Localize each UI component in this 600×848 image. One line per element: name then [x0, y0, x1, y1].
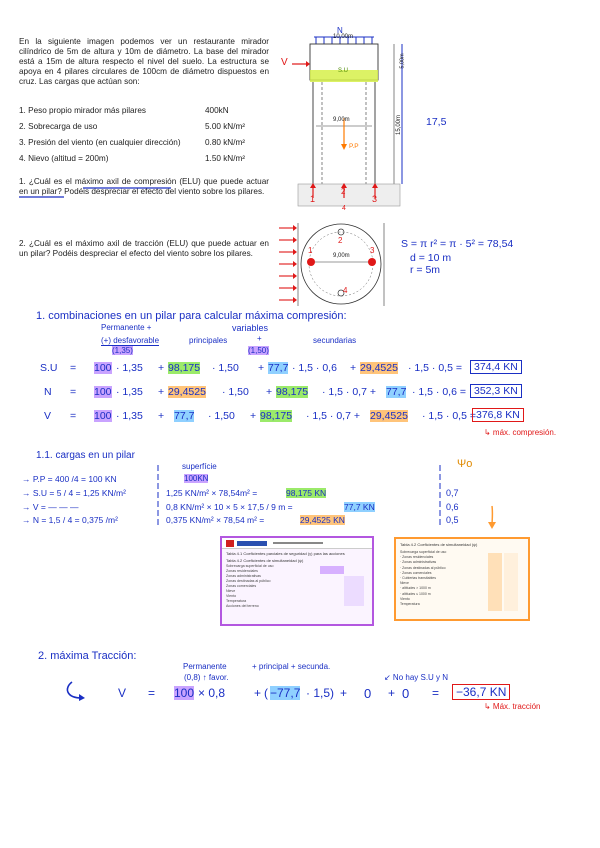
table-row: Sobrecarga superficial de uso: [226, 564, 274, 568]
sec2-head-favourable: (0,8) ↑ favor.: [184, 673, 229, 682]
sec1-factor-permanent: (1,35): [112, 346, 133, 355]
table-row: · Zonas residenciales: [400, 555, 434, 560]
table-row: Zonas destinadas al público: [226, 579, 271, 583]
diagram-pp-label: P.P: [349, 143, 359, 150]
traction-plus: +: [340, 686, 348, 700]
load-row-psi-su: 0,7: [446, 488, 459, 498]
diagram-height: 15,00m: [396, 114, 403, 136]
table-heading: Tabla 4.2 Coeficientes de simultaneidad (ψ): [400, 542, 478, 547]
traction-wind-value: −77,7: [270, 686, 301, 700]
load-row-su-result: 98,175 KN: [286, 488, 327, 498]
load-row-v: → V = — — —: [22, 502, 79, 512]
load-row-v-result: 77,7 KN: [344, 502, 375, 512]
row-equals: =: [70, 362, 77, 374]
sec2-head-rest: + principal + secunda.: [252, 662, 331, 671]
table-row: Zonas administrativas: [226, 574, 261, 578]
row-equals: =: [70, 386, 77, 398]
plan-node-3: 3: [370, 246, 375, 255]
table-row: · altitudes > 1000 m: [400, 586, 431, 591]
row-permanent-factor: · 1,35: [116, 386, 143, 398]
plan-node-4: 4: [343, 286, 348, 295]
traction-zero: 0: [402, 686, 410, 701]
row-secondary-value: 77,7: [268, 362, 289, 374]
row-equals: =: [70, 410, 77, 422]
row-secondary-factor: · 1,5 · 0,7 +: [322, 386, 376, 398]
row-secondary2-value: 77,7: [386, 386, 407, 398]
combination-row: [40, 362, 560, 378]
reference-table-gamma: [220, 536, 374, 626]
row-plus: +: [158, 362, 165, 374]
intro-paragraph: En la siguiente imagen podemos ver un restaurante mirador cilíndrico de 5m de altura y 10m de diámetro. La base del mirador está a 15m de altura respecto el nivel del suelo. La estructura se apoya en 4 pilares circulares de 100cm de diámetro dispuestos en cruz. Las cargas que actúan son:: [19, 37, 269, 86]
sec2-head-note: ↙ No hay S.U y N: [384, 673, 449, 682]
row-principal-factor: · 1,50: [212, 362, 239, 374]
reference-table-psi: [394, 537, 530, 621]
plan-node-1: 1: [308, 246, 313, 255]
support-label-4: 4: [342, 205, 346, 212]
traction-row: [118, 686, 538, 704]
logo-icon: [226, 540, 234, 547]
row-label: N: [44, 386, 52, 398]
load-row-n-result: 29,4525 KN: [300, 515, 345, 525]
table-row: Nieve: [226, 589, 236, 593]
load-item: 4. Nievo (altitud = 200m) 1.50 kN/m²: [19, 154, 246, 163]
row-secondary2-factor: · 1,5 · 0,6 =: [412, 386, 466, 398]
table-row: · Zonas destinadas al público: [400, 565, 446, 570]
plan-diagram: [276, 220, 396, 308]
diagram-height-handwritten: 17,5: [426, 116, 447, 128]
traction-zero: 0: [364, 686, 372, 701]
load-row-psi-v: 0,6: [446, 502, 459, 512]
row-label: S.U: [40, 362, 58, 374]
max-traction-note: ↳ Máx. tracción: [484, 702, 541, 711]
diagram-n-label: N: [337, 26, 343, 35]
table-row: Temperatura: [400, 602, 420, 607]
traction-permanent-factor: × 0,8: [198, 686, 226, 700]
traction-plus: +: [388, 686, 396, 700]
diagram-top-dim: 10,00m: [333, 34, 354, 40]
section-1-1-title: 1.1. cargas en un pilar: [36, 450, 135, 461]
load-row-pp: → P.P = 400 /4 = 100 KN: [22, 474, 117, 484]
row-plus: +: [258, 362, 265, 374]
support-label-1: 1: [310, 194, 316, 204]
section-1-title: 1. combinaciones en un pilar para calcular máxima compresión:: [36, 310, 347, 322]
max-compression-note: ↳ máx. compresión.: [484, 428, 557, 437]
table-row: Zonas comerciales: [226, 584, 257, 588]
traction-equals-2: =: [432, 686, 440, 700]
row-result: 352,3 KN: [470, 384, 522, 398]
support-label-3: 3: [372, 194, 378, 204]
row-secondary-factor: · 1,5 · 0,6: [292, 362, 337, 374]
traction-plus: +: [254, 686, 262, 700]
diagram-v-label: V: [281, 57, 288, 68]
table-row: Sobrecarga superficial de uso: [400, 550, 447, 554]
plan-diameter: d = 10 m: [410, 252, 452, 264]
load-row-n: → N = 1,5 / 4 = 0,375 /m²: [22, 515, 118, 525]
sec1-head-plus: +: [257, 334, 262, 343]
sec1-head-secondary: secundarias: [313, 336, 357, 345]
load-row-psi-n: 0,5: [446, 515, 459, 525]
row-plus: +: [350, 362, 357, 374]
row-plus: +: [158, 410, 165, 422]
table-row: Nieve: [400, 581, 409, 586]
diagram-top-height: 5,00m: [399, 53, 406, 69]
row-secondary2-factor: · 1,5 · 0,5 =: [408, 362, 462, 374]
combination-row: [40, 410, 560, 426]
row-permanent-factor: · 1,35: [116, 362, 143, 374]
table-heading: Tabla 4.2 Coeficientes de simultaneidad (ψ): [226, 558, 304, 563]
row-permanent-factor: · 1,35: [116, 410, 143, 422]
surface-heading: superfície: [182, 462, 217, 471]
sec2-head-permanent: Permanente: [183, 662, 227, 671]
row-permanent-value: 100: [94, 362, 112, 374]
sec1-head-unfavourable: (+) desfavorable: [101, 336, 160, 345]
surface-pp-value: 100KN: [184, 474, 209, 483]
load-item: 1. Peso propio mirador más pilares 400kN: [19, 106, 229, 115]
sec1-head-variables: variables: [232, 323, 269, 333]
row-secondary-factor: · 1,5 · 0,7 +: [306, 410, 360, 422]
row-permanent-value: 100: [94, 410, 112, 422]
psi-heading: Ψo: [457, 458, 473, 470]
table-row: Zonas residenciales: [226, 569, 258, 573]
row-secondary-value: 98,175: [276, 386, 309, 398]
plan-area-formula: S = π r² = π · 5² = 78,54: [401, 238, 514, 250]
table-row: Temperatura: [226, 599, 247, 603]
traction-permanent-value: 100: [174, 686, 195, 700]
diagram-mid-dim: 9,00m: [333, 117, 350, 123]
traction-wind-factor: · 1,5): [306, 686, 335, 700]
question-1-underline: [19, 186, 269, 198]
row-plus: +: [250, 410, 257, 422]
traction-label: V: [118, 686, 127, 700]
traction-open-paren: (: [264, 686, 268, 700]
down-arrow-icon: [484, 504, 500, 530]
load-row-su: → S.U = 5 / 4 = 1,25 KN/m²: [22, 488, 126, 498]
table-row: · altitudes ≤ 1000 m: [400, 591, 431, 596]
load-row-su-surface: 1,25 KN/m² × 78,54m² =: [166, 488, 258, 498]
load-item: 2. Sobrecarga de uso 5.00 kN/m²: [19, 122, 246, 131]
row-secondary2-factor: · 1,5 · 0,5 =: [422, 410, 476, 422]
traction-result: −36,7 KN: [452, 684, 510, 700]
row-principal-factor: · 1,50: [222, 386, 249, 398]
table-row: Viento: [400, 596, 410, 601]
row-principal-factor: · 1,50: [208, 410, 235, 422]
table-row: · Zonas comerciales: [400, 570, 432, 575]
sec1-head-permanent: Permanente +: [101, 323, 152, 332]
row-permanent-value: 100: [94, 386, 112, 398]
row-principal-value: 77,7: [174, 410, 195, 422]
traction-equals: =: [148, 686, 156, 700]
sec1-factor-variable: (1,50): [248, 346, 269, 355]
support-label-2: 2: [341, 187, 346, 196]
plan-node-2: 2: [338, 236, 343, 245]
table-row: · Cubiertas transitables: [400, 576, 436, 581]
load-row-n-surface: 0,375 KN/m² × 78,54 m² =: [166, 515, 265, 525]
row-secondary-value: 98,175: [260, 410, 293, 422]
row-secondary2-value: 29,4525: [370, 410, 408, 422]
table-row: Viento: [226, 594, 237, 598]
plan-dim: 9,00m: [333, 253, 350, 259]
row-principal-value: 29,4525: [168, 386, 206, 398]
question-2: 2. ¿Cuál es el máximo axil de tracción (ELU) que puede actuar en un pilar? Podéis despreciar el efecto del viento sobre los pilares.: [19, 239, 269, 258]
load-item: 3. Presión del viento (en cualquier dirección) 0.80 kN/m²: [19, 138, 246, 147]
row-result: 374,4 KN: [470, 360, 522, 374]
sec1-head-principal: principales: [189, 336, 228, 345]
row-label: V: [44, 410, 52, 422]
section-2-title: 2. máxima Tracción:: [38, 650, 137, 662]
load-row-v-surface: 0,8 KN/m² × 10 × 5 × 17,5 / 9 m =: [166, 502, 293, 512]
table-heading: Tabla 4.1 Coeficientes parciales de seguridad (γ) para las acciones: [226, 551, 345, 556]
combination-row: [40, 386, 560, 402]
diagram-su-label: S.U: [338, 68, 349, 74]
curved-arrow-icon: [64, 680, 86, 702]
table-row: · Zonas administrativas: [400, 560, 437, 565]
row-result-max: 376,8 KN: [472, 408, 524, 422]
row-plus: +: [266, 386, 273, 398]
question-1: 1. ¿Cuál es el máximo axil de compresión (ELU) que puede actuar en un pilar? Podéis despreciar el efecto del viento sobre los pilares.: [19, 177, 269, 196]
plan-radius: r = 5m: [410, 264, 441, 276]
row-secondary2-value: 29,4525: [360, 362, 398, 374]
table-row: Acciones del terreno: [226, 604, 259, 608]
row-principal-value: 98,175: [168, 362, 201, 374]
row-plus: +: [158, 386, 165, 398]
